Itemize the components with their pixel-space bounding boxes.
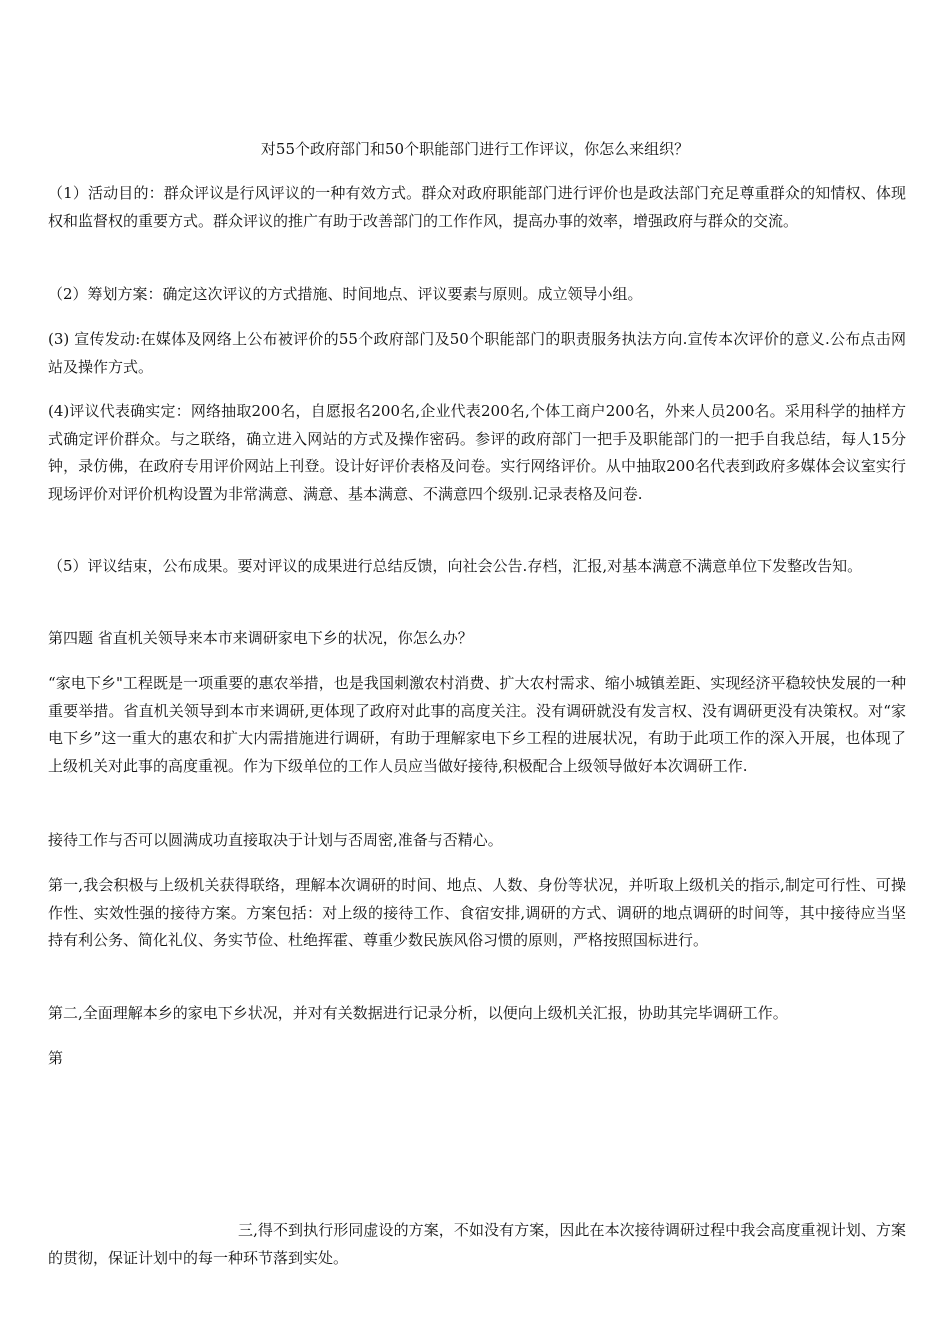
paragraph-publicity: (3) 宣传发动:在媒体及网络上公布被评价的55个政府部门及50个职能部门的职责服务执法方向.宣传本次评价的意义.公布点击网站及操作方式。 [48, 330, 906, 376]
document-title: 对55个政府部门和50个职能部门进行工作评议，你怎么来组织？ [260, 140, 690, 158]
paragraph-reception-key: 接待工作与否可以圆满成功直接取决于计划与否周密,准备与否精心。 [48, 831, 503, 849]
paragraph-conclusion: （5）评议结束，公布成果。要对评议的成果进行总结反馈，向社会公告.存档，汇报,对基本满意不满意单位下发整改告知。 [48, 557, 863, 575]
paragraph-activity-purpose: （1）活动目的：群众评议是行风评议的一种有效方式。群众对政府职能部门进行评价也是政法部门充足尊重群众的知情权、体现权和监督权的重要方式。群众评议的推广有助于改善部门的工作作风，提高办事的效率，增强政府与群众的交流。 [48, 184, 906, 230]
paragraph-home-appliances-intro: “家电下乡"工程既是一项重要的惠农举措，也是我国刺激农村消费、扩大农村需求、缩小城镇差距、实现经济平稳较快发展的一种重要举措。省直机关领导到本市来调研,更体现了政府对此事的高度关注。没有调研就没有发言权、没有调研更没有决策权。对“家电下乡”这一重大的惠农和扩大内需措施进行调研，有助于理解家电下乡工程的进展状况，有助于此项工作的深入开展，也体现了上级机关对此事的高度重视。作为下级单位的工作人员应当做好接待,积极配合上级领导做好本次调研工作. [48, 674, 906, 775]
paragraph-third-step: 三,得不到执行形同虚设的方案，不如没有方案，因此在本次接待调研过程中我会高度重视计划、方案的贯彻，保证计划中的每一种环节落到实处。 [48, 1221, 906, 1267]
paragraph-planning: （2）筹划方案：确定这次评议的方式措施、时间地点、评议要素与原则。成立领导小组。 [48, 285, 643, 303]
paragraph-representatives: (4)评议代表确实定：网络抽取200名，自愿报名200名,企业代表200名,个体工商户200名，外来人员200名。采用科学的抽样方式确定评价群众。与之联络，确立进入网站的方式及操作密码。参评的政府部门一把手及职能部门的一把手自我总结，每人15分钟，录仿佛，在政府专用评价网站上刊登。设计好评价表格及问卷。实行网络评价。从中抽取200名代表到政府多媒体会议室实行现场评价对评价机构设置为非常满意、满意、基本满意、不满意四个级别.记录表格及问卷. [48, 402, 906, 503]
paragraph-third-fragment: 第 [48, 1049, 64, 1067]
paragraph-second-step: 第二,全面理解本乡的家电下乡状况，并对有关数据进行记录分析，以便向上级机关汇报，协助其完毕调研工作。 [48, 1004, 788, 1022]
question-four-heading: 第四题 省直机关领导来本市来调研家电下乡的状况，你怎么办？ [48, 629, 473, 647]
paragraph-first-step: 第一,我会积极与上级机关获得联络，理解本次调研的时间、地点、人数、身份等状况，并听取上级机关的指示,制定可行性、可操作性、实效性强的接待方案。方案包括：对上级的接待工作、食宿安排,调研的方式、调研的地点调研的时间等，其中接待应当坚持有利公务、简化礼仪、务实节俭、杜绝挥霍、尊重少数民族风俗习惯的原则，严格按照国标进行。 [48, 876, 906, 949]
